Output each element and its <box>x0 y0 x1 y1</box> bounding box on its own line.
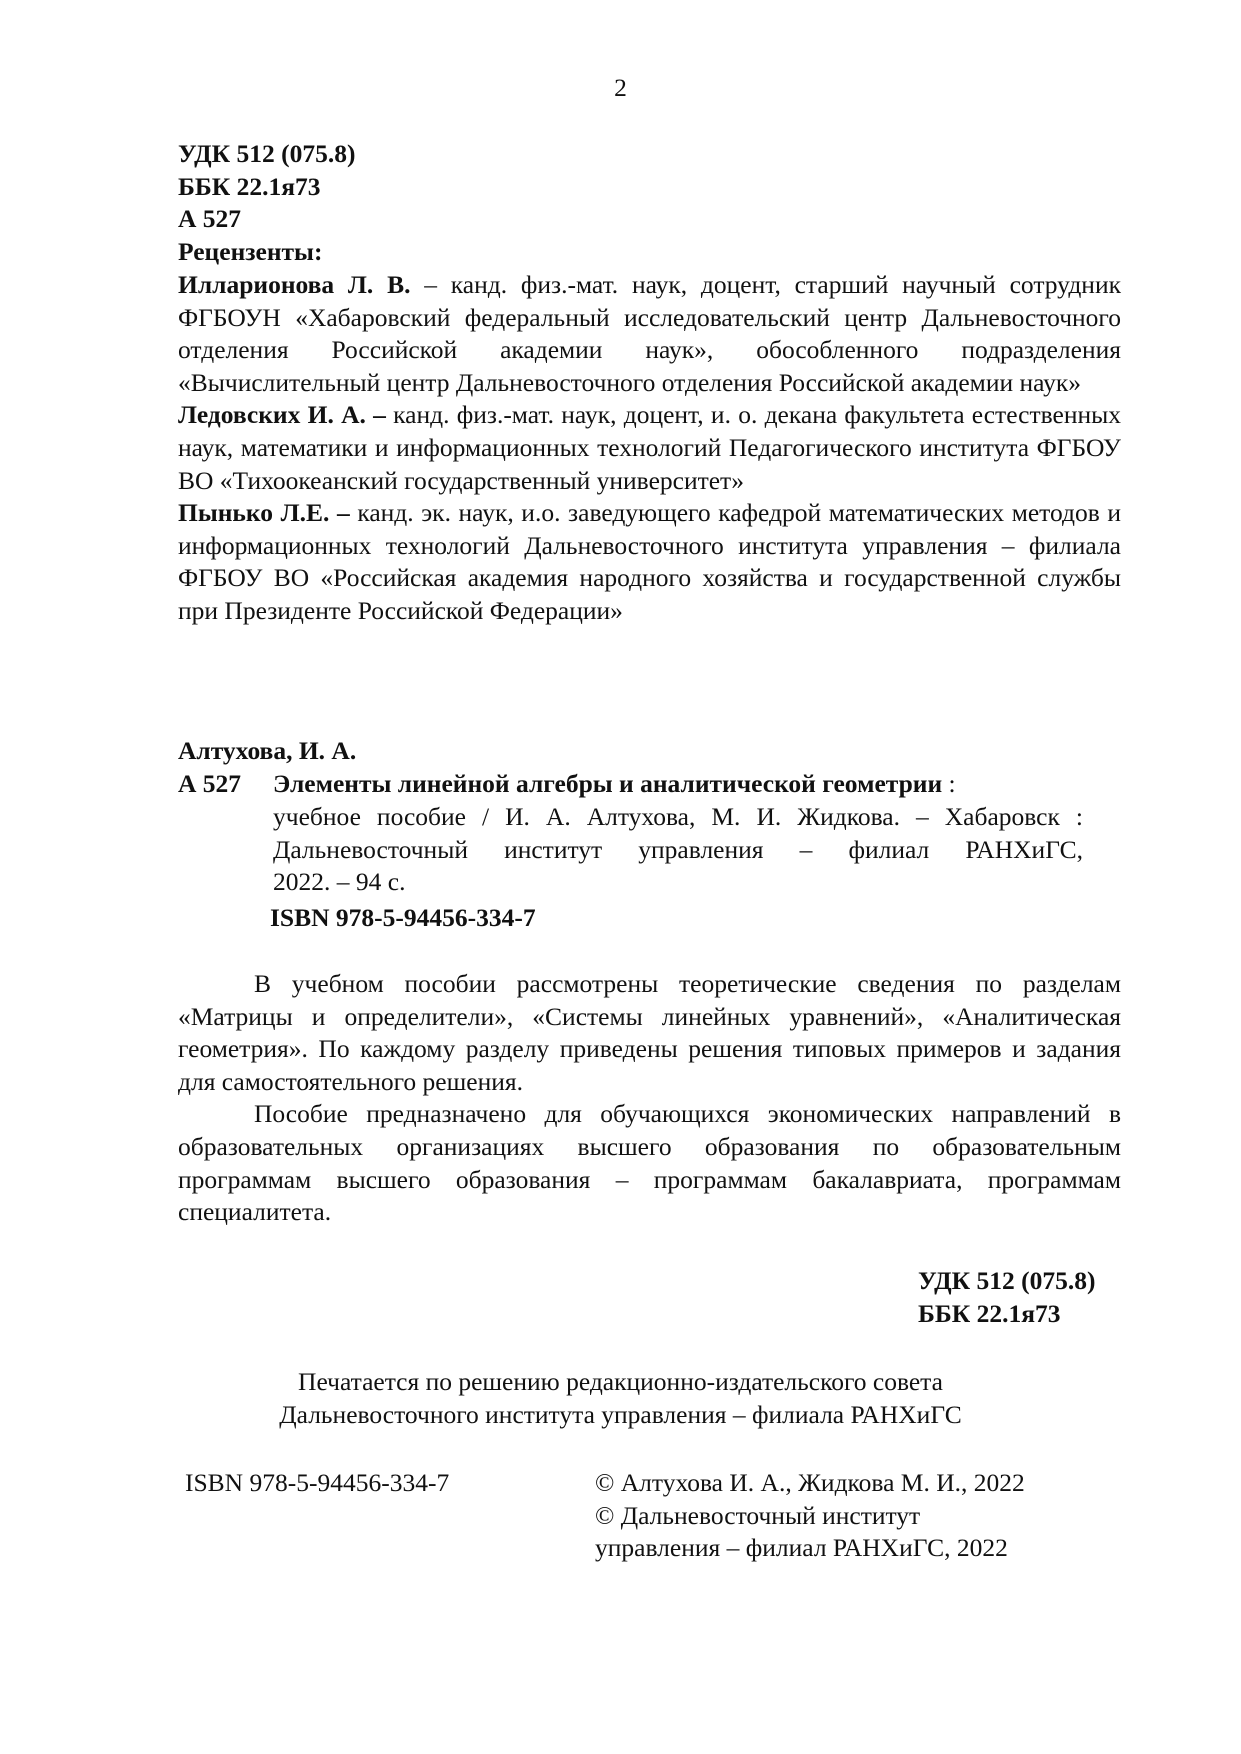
copyright-line: © Дальневосточный институт <box>595 1500 921 1530</box>
reviewer-entry <box>178 269 1121 399</box>
reviewer-description: канд. физ.-мат. наук, доцент, и. о. декана факультета естественных наук, математики и информационных технологий Педагогического института ФГБОУ ВО «Тихоокеанский государственный университет» <box>178 400 1121 495</box>
bibliography-author: Алтухова, И. А. <box>178 736 357 765</box>
reviewers-list <box>178 269 1121 628</box>
reviewer-name: Илларионова Л. В. <box>178 270 411 299</box>
reviewer-name: Ледовских И. А. – <box>178 400 386 430</box>
header-codes <box>178 138 1121 268</box>
bibliography-title-sep: : <box>942 769 956 798</box>
publication-note <box>0 1366 1241 1431</box>
reviewer-description: канд. эк. наук, и.о. заведующего кафедрой математических методов и информационных технологий Дальневосточного института управления – филиала ФГБОУ ВО «Российская академия народного хозяйства и государственной службы при Президенте Российской Федерации» <box>178 498 1121 625</box>
copyright-block <box>595 1467 1025 1565</box>
author-mark: А 527 <box>178 204 242 234</box>
annotation-paragraph: Пособие предназначено для обучающихся экономических направлений в образовательных организациях высшего образования по образовательным программам высшего образования – программам бакалавриата, программам специалитета. <box>178 1099 1121 1227</box>
udk-code: УДК 512 (075.8) <box>178 139 356 168</box>
footer-bbk: ББК 22.1я73 <box>918 1298 1061 1328</box>
publication-note-line: Дальневосточного института управления – филиала РАНХиГС <box>279 1399 962 1429</box>
bibliography-title: Элементы линейной алгебры и аналитической геометрии <box>273 769 943 798</box>
bibliography-isbn: ISBN 978-5-94456-334-7 <box>270 903 536 932</box>
footer-codes <box>918 1265 1138 1330</box>
bibliography-line: учебное пособие / И. А. Алтухова, М. И. Жидкова. – Хабаровск : <box>273 802 1083 831</box>
bibliography-line: Дальневосточный институт управления – филиал РАНХиГС, <box>273 834 1083 864</box>
annotation <box>178 968 1121 1229</box>
reviewer-description: – канд. физ.-мат. наук, доцент, старший научный сотрудник ФГБОУН «Хабаровский федеральный исследовательский центр Дальневосточного отделения Российской академии наук», обособленного подразделения «Вычислительный центр Дальневосточного отделения Российской академии наук» <box>178 270 1121 397</box>
reviewer-entry <box>178 497 1121 627</box>
copyright-line: © Алтухова И. А., Жидкова М. И., 2022 <box>595 1468 1025 1497</box>
page-number: 2 <box>614 73 627 102</box>
bbk-code: ББК 22.1я73 <box>178 171 321 201</box>
reviewer-entry <box>178 399 1121 497</box>
bibliography-code: А 527 <box>178 769 242 798</box>
footer-udk: УДК 512 (075.8) <box>918 1266 1096 1295</box>
publication-note-line: Печатается по решению редакционно-издательского совета <box>298 1367 943 1396</box>
reviewers-heading: Рецензенты: <box>178 236 323 266</box>
reviewer-name: Пынько Л.Е. – <box>178 498 350 528</box>
copyright-line: управления – филиал РАНХиГС, 2022 <box>595 1533 1008 1563</box>
bibliography-details <box>273 801 1083 899</box>
imprint-isbn: ISBN 978-5-94456-334-7 <box>185 1468 450 1497</box>
bibliography-line: 2022. – 94 с. <box>273 867 406 897</box>
bibliography-title-line <box>178 768 1121 801</box>
annotation-paragraph: В учебном пособии рассмотрены теоретические сведения по разделам «Матрицы и определители», «Системы линейных уравнений», «Аналитическая геометрия». По каждому разделу приведены решения типовых примеров и задания для самостоятельного решения. <box>178 969 1121 1096</box>
